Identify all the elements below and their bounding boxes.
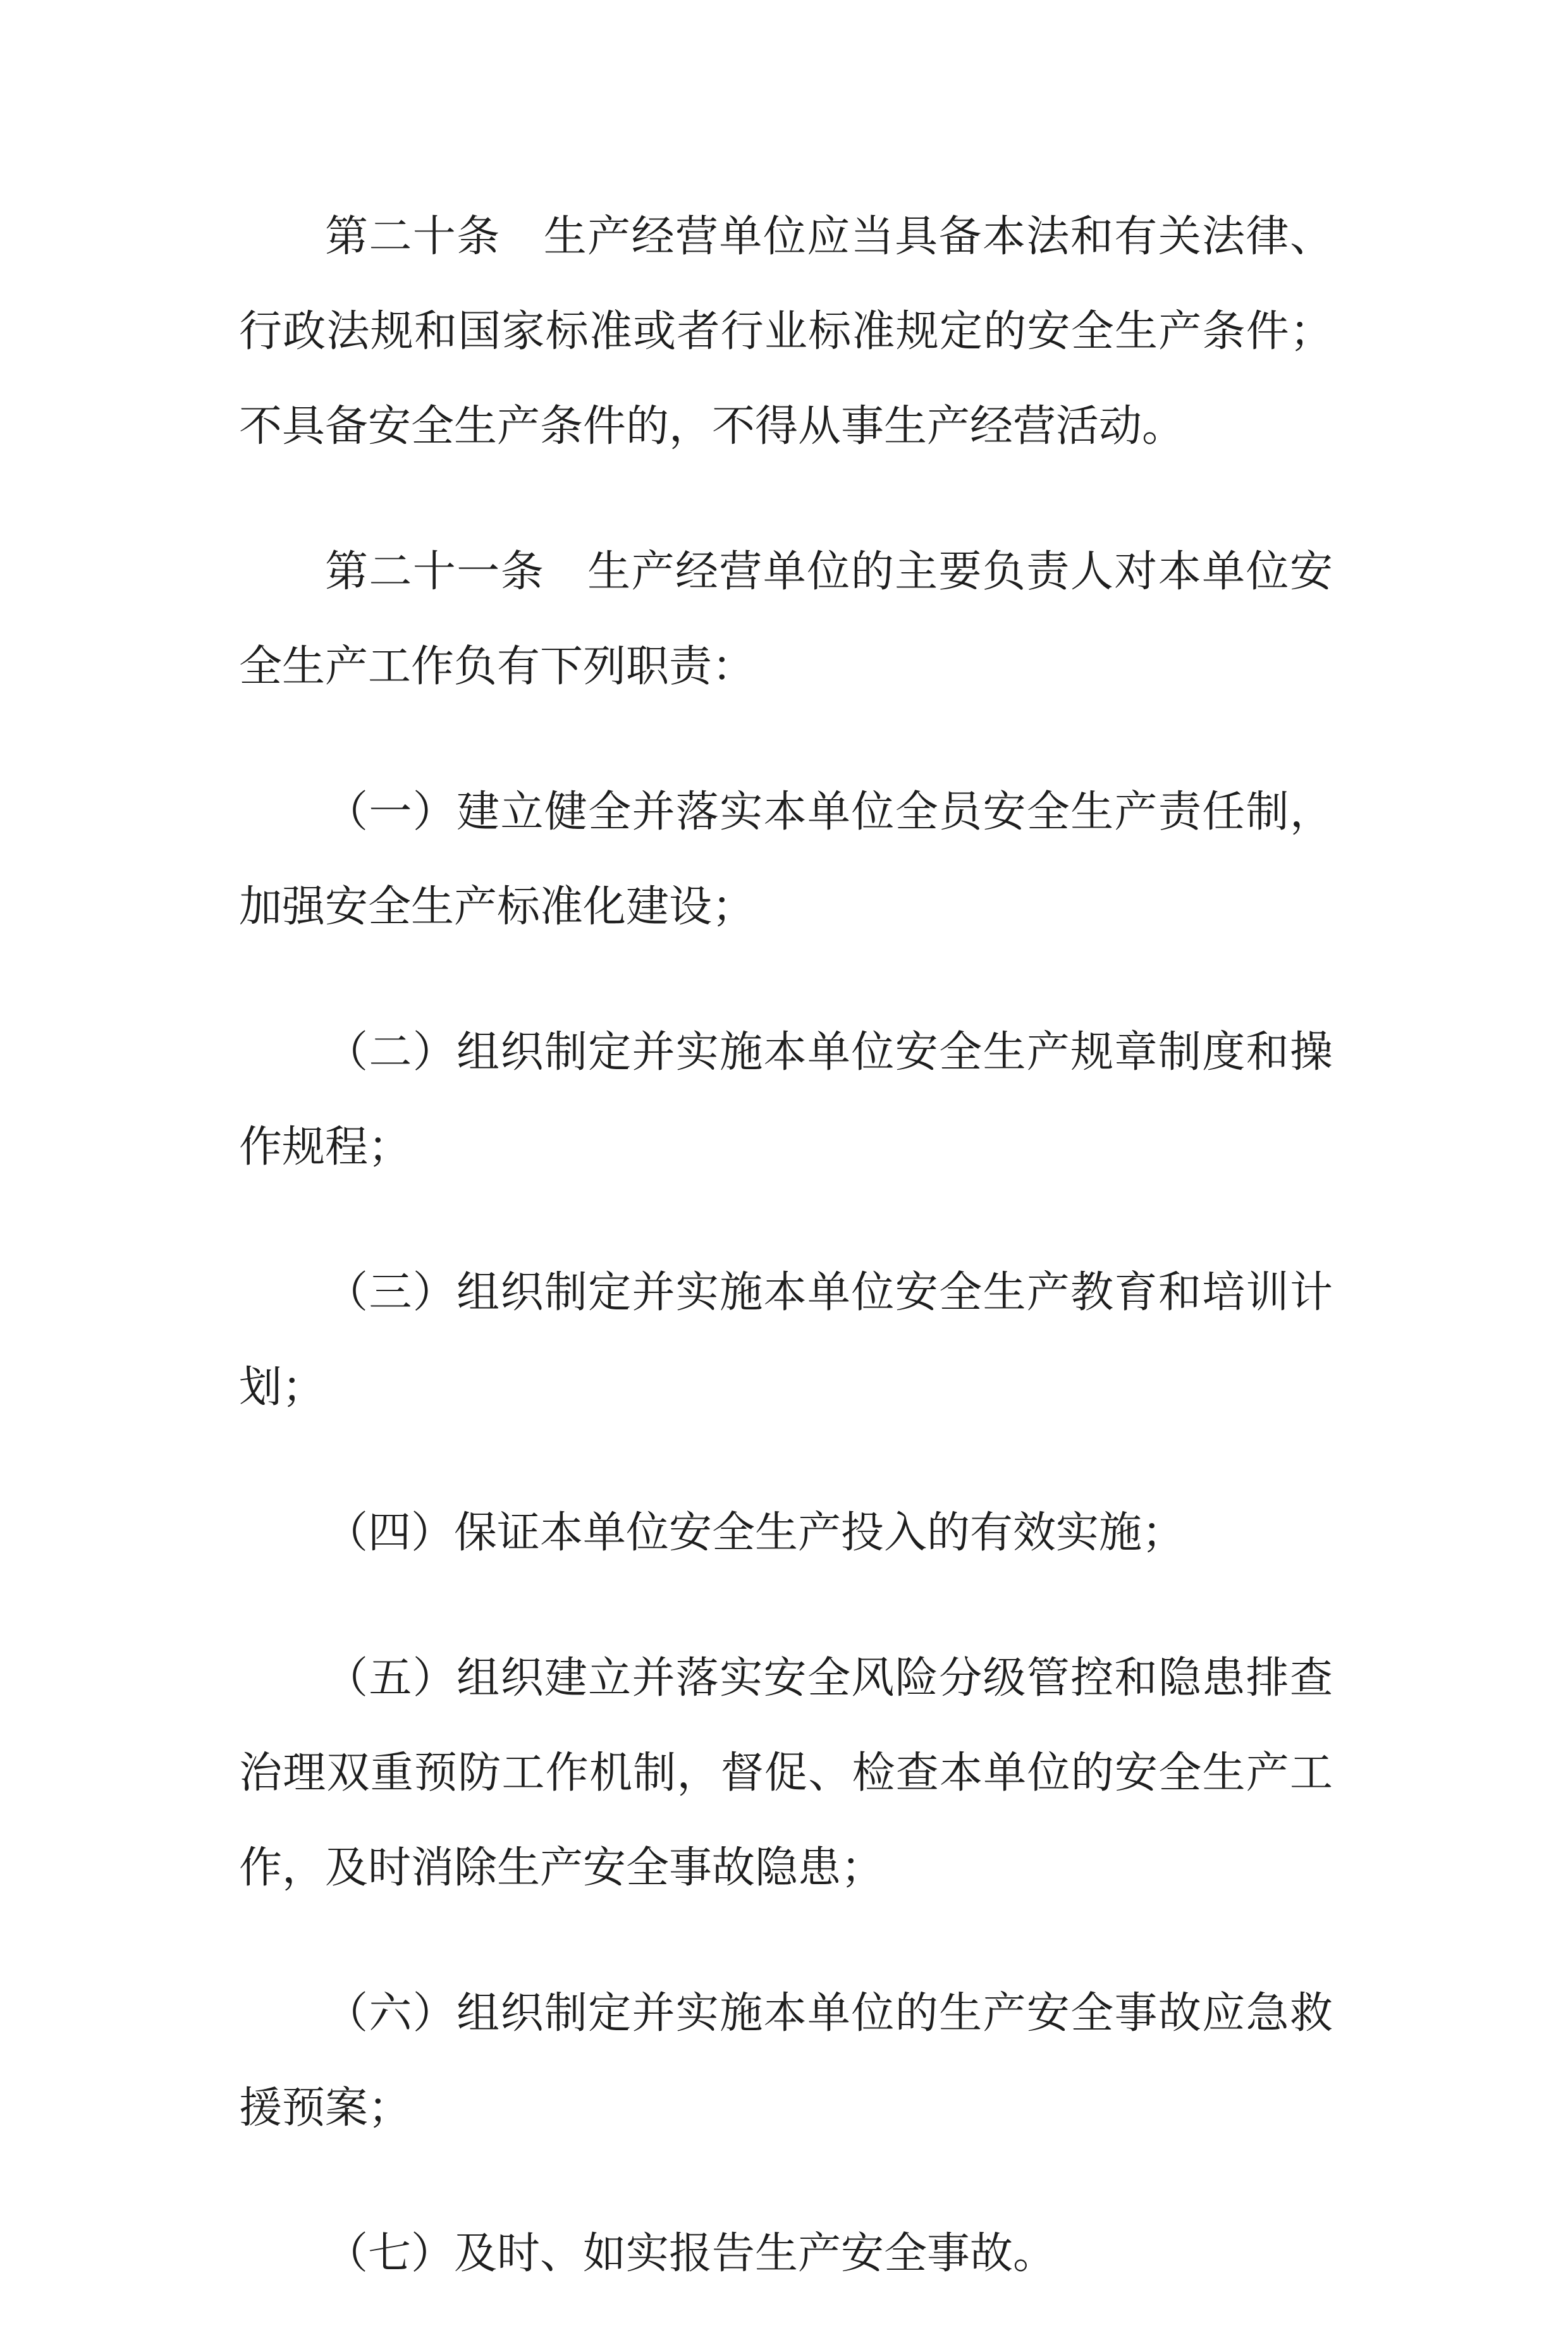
article-number: 第二十条 — [325, 212, 501, 262]
duty-item-4: （四）保证本单位安全生产投入的有效实施； — [325, 1508, 1185, 1558]
duty-item-6: （六）组织制定并实施本单位的生产安全事故应急救援预案； — [239, 1988, 1333, 2133]
document-body — [239, 190, 1333, 2352]
article-text: 生产经营单位的主要负责人对本单位安全生产工作负有下列职责： — [239, 547, 1333, 692]
duty-item-5: （五）组织建立并落实安全风险分级管控和隐患排查治理双重预防工作机制，督促、检查本单位的安全生产工作，及时消除生产安全事故隐患； — [239, 1653, 1333, 1893]
duty-item-7: （七）及时、如实报告生产安全事故。 — [325, 2229, 1057, 2279]
article-21-paragraph — [239, 525, 1333, 714]
article-number: 第二十一条 — [325, 547, 545, 597]
article-20-paragraph — [239, 190, 1333, 474]
article-text: 生产经营单位应当具备本法和有关法律、行政法规和国家标准或者行业标准规定的安全生产条件；不具备安全生产条件的，不得从事生产经营活动。 — [239, 212, 1333, 451]
duty-item-1: （一）建立健全并落实本单位全员安全生产责任制，加强安全生产标准化建设； — [239, 787, 1333, 932]
duty-item-2: （二）组织制定并实施本单位安全生产规章制度和操作规程； — [239, 1027, 1333, 1172]
duty-item-3: （三）组织制定并实施本单位安全生产教育和培训计划； — [239, 1268, 1333, 1412]
